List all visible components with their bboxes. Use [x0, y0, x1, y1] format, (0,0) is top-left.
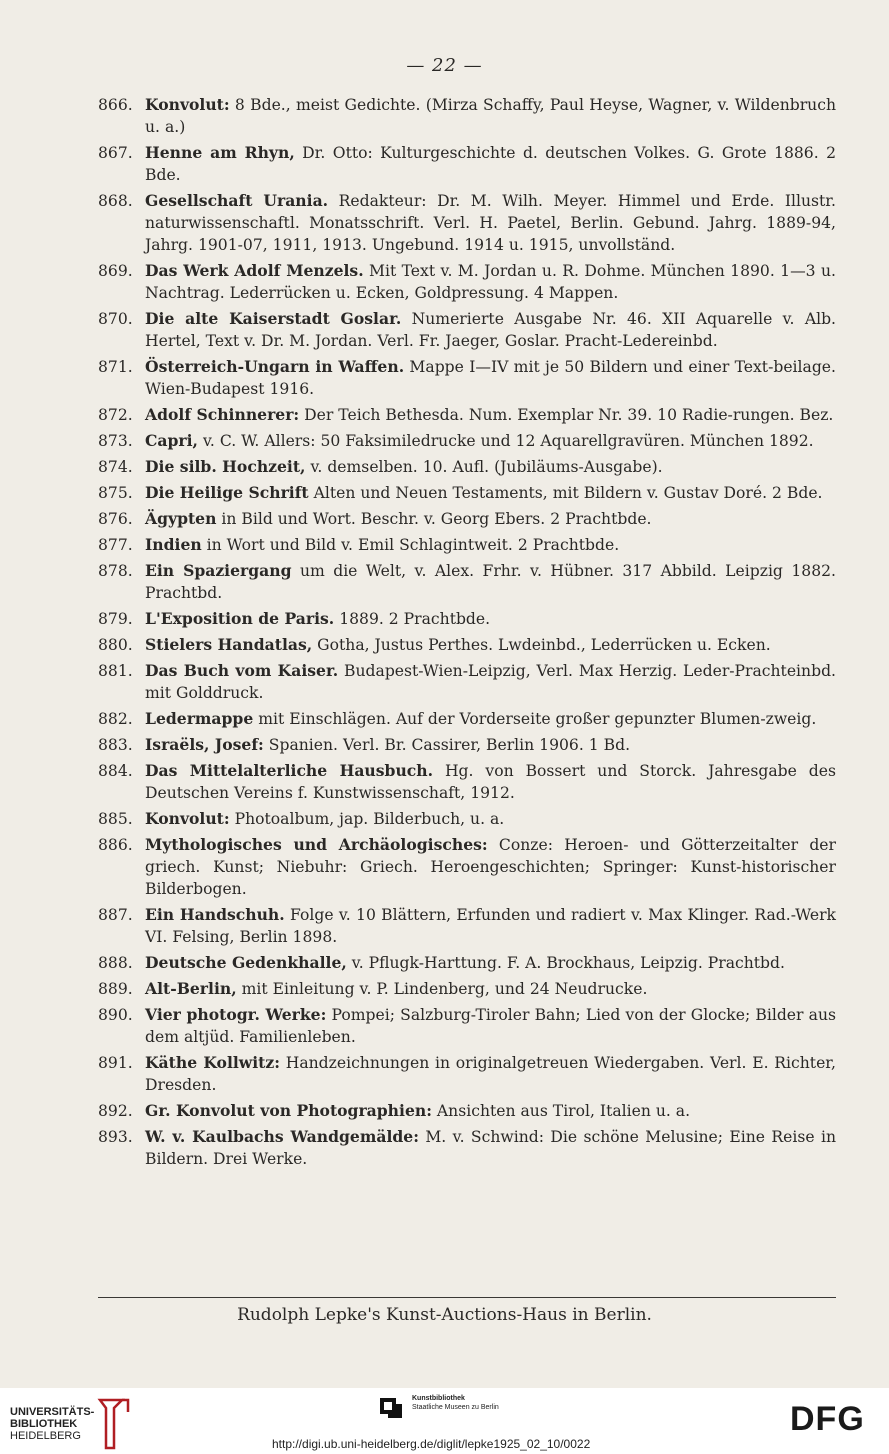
catalog-entry	[98, 308, 836, 352]
entry-number: 881.	[98, 662, 133, 680]
catalog-entry	[98, 430, 836, 452]
entry-number: 874.	[98, 458, 133, 476]
entry-title: Die silb. Hochzeit,	[145, 457, 306, 476]
catalog-entry	[98, 482, 836, 504]
entry-body	[145, 904, 836, 948]
entry-text: v. demselben. 10. Aufl. (Jubiläums-Ausgabe).	[305, 458, 663, 476]
entry-body	[145, 660, 836, 704]
catalog-entry	[98, 94, 836, 138]
entry-text: v. Pflugk-Harttung. F. A. Brockhaus, Leipzig. Prachtbd.	[346, 954, 785, 972]
entry-title: Henne am Rhyn,	[145, 143, 295, 162]
entry-text: Mit Text v. M. Jordan u. R. Dohme. München 1890. 1—3 u. Nachtrag. Lederrücken u. Ecken, Goldpressung. 4 Mappen.	[145, 262, 836, 302]
entry-body	[145, 456, 836, 478]
entry-text: Der Teich Bethesda. Num. Exemplar Nr. 39. 10 Radie-rungen. Bez.	[299, 406, 834, 424]
entry-title: Indien	[145, 535, 202, 554]
catalog-entry	[98, 1052, 836, 1096]
entry-number: 892.	[98, 1102, 133, 1120]
catalog-entries	[98, 94, 836, 1174]
entry-title: Deutsche Gedenkhalle,	[145, 953, 347, 972]
kb-line1: Kunstbibliothek	[412, 1395, 465, 1402]
catalog-entry	[98, 260, 836, 304]
entry-title: Ein Spaziergang	[145, 561, 292, 580]
entry-body	[145, 94, 836, 138]
catalog-entry	[98, 1004, 836, 1048]
entry-number: 876.	[98, 510, 133, 528]
entry-title: Das Werk Adolf Menzels.	[145, 261, 364, 280]
kunstbibliothek-logo[interactable]	[378, 1394, 499, 1425]
entry-body	[145, 308, 836, 352]
entry-title: Vier photogr. Werke:	[145, 1005, 327, 1024]
ub-line3: HEIDELBERG	[10, 1430, 81, 1442]
footer-rule	[98, 1297, 836, 1298]
entry-title: Israëls, Josef:	[145, 735, 264, 754]
entry-number: 873.	[98, 432, 133, 450]
entry-text: Mappe I—IV mit je 50 Bildern und einer Text-beilage. Wien-Budapest 1916.	[145, 358, 836, 398]
entry-body	[145, 430, 836, 452]
entry-number: 893.	[98, 1128, 133, 1146]
entry-number: 882.	[98, 710, 133, 728]
catalog-entry	[98, 660, 836, 704]
kb-line2: Staatliche Museen zu Berlin	[412, 1404, 499, 1411]
entry-number: 872.	[98, 406, 133, 424]
entry-number: 890.	[98, 1006, 133, 1024]
catalog-entry	[98, 834, 836, 900]
catalog-entry	[98, 560, 836, 604]
entry-number: 887.	[98, 906, 133, 924]
entry-text: Numerierte Ausgabe Nr. 46. XII Aquarelle v. Alb. Hertel, Text v. Dr. M. Jordan. Verl. Fr. Jaeger, Goslar. Pracht-Ledereinbd.	[145, 310, 837, 350]
permalink-url[interactable]: http://digi.ub.uni-heidelberg.de/diglit/lepke1925_02_10/0022	[272, 1437, 591, 1451]
kunstbibliothek-icon	[378, 1394, 404, 1420]
entry-body	[145, 142, 836, 186]
entry-text: Folge v. 10 Blättern, Erfunden und radiert v. Max Klinger. Rad.-Werk VI. Felsing, Berlin 1898.	[145, 906, 836, 946]
entry-title: Käthe Kollwitz:	[145, 1053, 280, 1072]
entry-number: 879.	[98, 610, 133, 628]
entry-text: Pompei; Salzburg-Tiroler Bahn; Lied von der Glocke; Bilder aus dem altjüd. Familienleben.	[145, 1006, 836, 1046]
catalog-entry	[98, 508, 836, 530]
entry-body	[145, 608, 836, 630]
entry-text: Alten und Neuen Testaments, mit Bildern v. Gustav Doré. 2 Bde.	[308, 484, 823, 502]
entry-title: Capri,	[145, 431, 198, 450]
entry-body	[145, 808, 836, 830]
entry-title: Gr. Konvolut von Photographien:	[145, 1101, 432, 1120]
catalog-entry	[98, 142, 836, 186]
ub-line2: BIBLIOTHEK	[10, 1418, 78, 1430]
entry-text: Budapest-Wien-Leipzig, Verl. Max Herzig. Leder-Prachteinbd. mit Golddruck.	[145, 662, 837, 702]
entry-text: v. C. W. Allers: 50 Faksimiledrucke und 12 Aquarellgravüren. München 1892.	[198, 432, 814, 450]
catalog-entry	[98, 404, 836, 426]
entry-body	[145, 978, 836, 1000]
entry-body	[145, 634, 836, 656]
catalog-entry	[98, 760, 836, 804]
entry-number: 883.	[98, 736, 133, 754]
entry-number: 891.	[98, 1054, 133, 1072]
ub-line1: UNIVERSITÄTS-	[10, 1406, 95, 1418]
entry-text: 1889. 2 Prachtbde.	[334, 610, 491, 628]
entry-title: L'Exposition de Paris.	[145, 609, 335, 628]
entry-number: 889.	[98, 980, 133, 998]
entry-text: mit Einleitung v. P. Lindenberg, und 24 Neudrucke.	[236, 980, 648, 998]
entry-body	[145, 1126, 836, 1170]
publisher-footer: Rudolph Lepke's Kunst-Auctions-Haus in Berlin.	[237, 1305, 652, 1325]
entry-title: Österreich-Ungarn in Waffen.	[145, 357, 405, 376]
catalog-entry	[98, 978, 836, 1000]
entry-text: Hg. von Bossert und Storck. Jahresgabe des Deutschen Vereins f. Kunstwissenschaft, 1912.	[145, 762, 836, 802]
entry-title: Konvolut:	[145, 95, 230, 114]
entry-number: 880.	[98, 636, 133, 654]
catalog-entry	[98, 356, 836, 400]
entry-body	[145, 834, 836, 900]
entry-body	[145, 1100, 836, 1122]
catalog-entry	[98, 808, 836, 830]
page-number: — 22 —	[406, 55, 483, 76]
entry-body	[145, 260, 836, 304]
dfg-logo[interactable]: DFG	[790, 1400, 865, 1438]
digitization-bar	[0, 1388, 889, 1454]
entry-title: Alt-Berlin,	[145, 979, 237, 998]
entry-number: 871.	[98, 358, 133, 376]
entry-number: 885.	[98, 810, 133, 828]
entry-body	[145, 404, 836, 426]
entry-number: 868.	[98, 192, 133, 210]
entry-title: Ägypten	[145, 509, 217, 528]
entry-title: Die Heilige Schrift	[145, 483, 309, 502]
entry-body	[145, 952, 836, 974]
entry-text: um die Welt, v. Alex. Frhr. v. Hübner. 317 Abbild. Leipzig 1882. Prachtbd.	[145, 562, 836, 602]
entry-number: 867.	[98, 144, 133, 162]
entry-number: 886.	[98, 836, 133, 854]
entry-text: Photoalbum, jap. Bilderbuch, u. a.	[229, 810, 505, 828]
entry-title: Das Buch vom Kaiser.	[145, 661, 339, 680]
entry-text: in Wort und Bild v. Emil Schlagintweit. 2 Prachtbde.	[201, 536, 620, 554]
entry-text: Conze: Heroen- und Götterzeitalter der griech. Kunst; Niebuhr: Griech. Heroengeschichten; Springer: Kunst-historischer Bilderbogen.	[145, 836, 836, 898]
entry-text: Handzeichnungen in originalgetreuen Wiedergaben. Verl. E. Richter, Dresden.	[145, 1054, 836, 1094]
entry-body	[145, 190, 836, 256]
entry-text: Spanien. Verl. Br. Cassirer, Berlin 1906. 1 Bd.	[263, 736, 631, 754]
entry-number: 877.	[98, 536, 133, 554]
entry-number: 888.	[98, 954, 133, 972]
entry-text: Dr. Otto: Kulturgeschichte d. deutschen Volkes. G. Grote 1886. 2 Bde.	[145, 144, 837, 184]
entry-title: Konvolut:	[145, 809, 230, 828]
entry-number: 870.	[98, 310, 133, 328]
entry-body	[145, 356, 836, 400]
entry-title: Das Mittelalterliche Hausbuch.	[145, 761, 434, 780]
entry-text: Redakteur: Dr. M. Wilh. Meyer. Himmel und Erde. Illustr. naturwissenschaftl. Monatsschrift. Verl. H. Paetel, Berlin. Gebund. Jahrg. 1889-94, Jahrg. 1901-07, 1911, 1913. Ungebund. 1914 u. 1915, unvollständ.	[145, 192, 836, 254]
entry-number: 875.	[98, 484, 133, 502]
entry-title: W. v. Kaulbachs Wandgemälde:	[145, 1127, 419, 1146]
catalog-entry	[98, 708, 836, 730]
ub-mark-icon	[92, 1396, 132, 1452]
entry-body	[145, 482, 836, 504]
entry-title: Ledermappe	[145, 709, 254, 728]
entry-number: 869.	[98, 262, 133, 280]
entry-number: 884.	[98, 762, 133, 780]
catalog-entry	[98, 952, 836, 974]
entry-body	[145, 760, 836, 804]
catalog-entry	[98, 1126, 836, 1170]
catalog-entry	[98, 1100, 836, 1122]
entry-title: Ein Handschuh.	[145, 905, 285, 924]
entry-title: Die alte Kaiserstadt Goslar.	[145, 309, 402, 328]
entry-body	[145, 1004, 836, 1048]
entry-body	[145, 560, 836, 604]
catalog-entry	[98, 608, 836, 630]
catalog-entry	[98, 456, 836, 478]
catalog-entry	[98, 904, 836, 948]
catalog-entry	[98, 734, 836, 756]
entry-text: Gotha, Justus Perthes. Lwdeinbd., Lederrücken u. Ecken.	[312, 636, 771, 654]
entry-title: Stielers Handatlas,	[145, 635, 313, 654]
ub-heidelberg-logo[interactable]	[10, 1396, 94, 1442]
catalog-entry	[98, 634, 836, 656]
entry-title: Mythologisches und Archäologisches:	[145, 835, 488, 854]
entry-text: 8 Bde., meist Gedichte. (Mirza Schaffy, Paul Heyse, Wagner, v. Wildenbruch u. a.)	[145, 96, 836, 136]
entry-body	[145, 1052, 836, 1096]
entry-body	[145, 508, 836, 530]
entry-title: Adolf Schinnerer:	[145, 405, 300, 424]
entry-text: in Bild und Wort. Beschr. v. Georg Ebers. 2 Prachtbde.	[216, 510, 652, 528]
entry-title: Gesellschaft Urania.	[145, 191, 329, 210]
catalog-entry	[98, 190, 836, 256]
entry-text: mit Einschlägen. Auf der Vorderseite großer gepunzter Blumen-zweig.	[253, 710, 817, 728]
catalog-entry	[98, 534, 836, 556]
entry-number: 866.	[98, 96, 133, 114]
entry-text: M. v. Schwind: Die schöne Melusine; Eine Reise in Bildern. Drei Werke.	[145, 1128, 836, 1168]
entry-body	[145, 734, 836, 756]
entry-text: Ansichten aus Tirol, Italien u. a.	[431, 1102, 691, 1120]
entry-number: 878.	[98, 562, 133, 580]
entry-body	[145, 708, 836, 730]
entry-body	[145, 534, 836, 556]
